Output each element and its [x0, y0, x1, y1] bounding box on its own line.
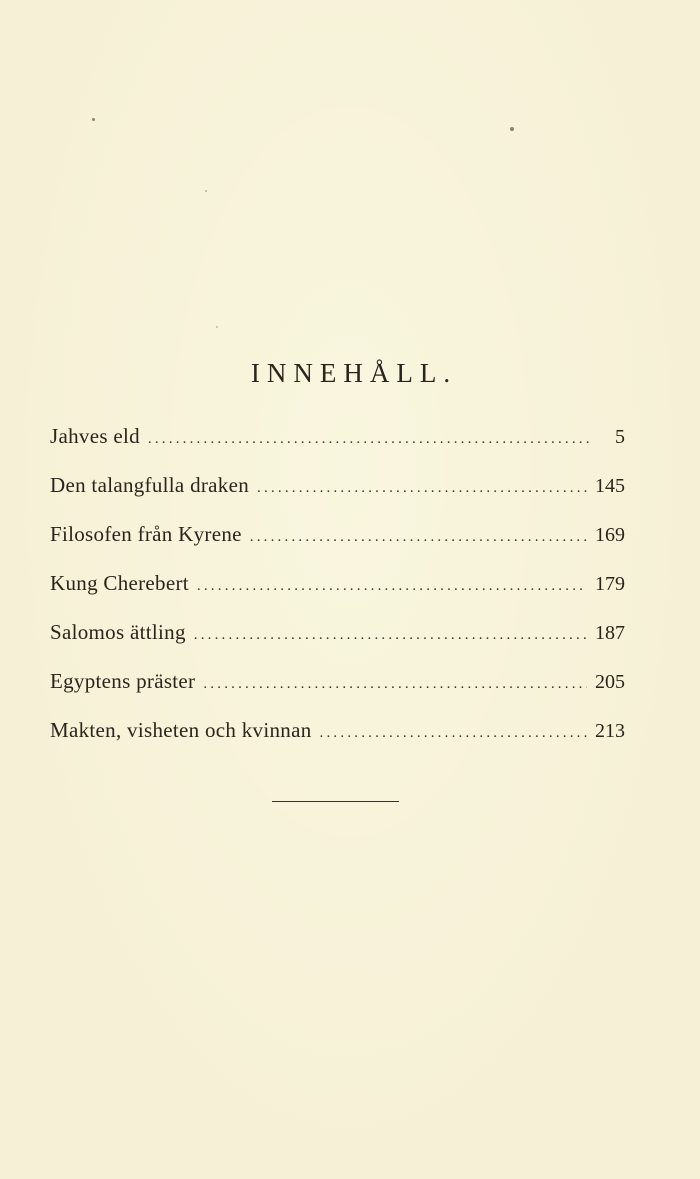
toc-entry-page: 145 [595, 475, 625, 497]
toc-entry-page: 5 [615, 426, 625, 448]
closing-rule [272, 801, 399, 802]
toc-entry-title: Den talangfulla draken [50, 473, 250, 497]
toc-entry-title: Makten, visheten och kvinnan [50, 718, 312, 742]
toc-entry-page: 169 [595, 524, 625, 546]
toc-entry [50, 669, 625, 718]
paper-speck [205, 190, 207, 192]
toc-entry [50, 424, 625, 473]
toc-entry [50, 571, 625, 620]
toc-entry-title: Salomos ättling [50, 620, 186, 644]
toc-leader-dots [197, 578, 587, 595]
paper-speck [510, 127, 514, 131]
toc-entry-page: 187 [595, 622, 625, 644]
toc-entry [50, 620, 625, 669]
paper-speck [92, 118, 95, 121]
toc-entry-title: Kung Cherebert [50, 571, 189, 595]
toc-leader-dots [250, 529, 587, 546]
toc-entry-page: 205 [595, 671, 625, 693]
toc-entry-page: 213 [595, 720, 625, 742]
toc-entry [50, 473, 625, 522]
paper-speck [216, 326, 218, 328]
toc-leader-dots [194, 627, 587, 644]
page-title: INNEHÅLL. [250, 358, 458, 388]
toc-leader-dots [257, 480, 587, 497]
toc-entry [50, 522, 625, 571]
table-of-contents [50, 424, 625, 767]
toc-entry-page: 179 [595, 573, 625, 595]
toc-entry-title: Egyptens präster [50, 669, 196, 693]
toc-leader-dots [320, 725, 587, 742]
toc-leader-dots [203, 676, 587, 693]
toc-entry-title: Jahves eld [50, 424, 140, 448]
toc-entry-title: Filosofen från Kyrene [50, 522, 242, 546]
toc-leader-dots [148, 431, 589, 448]
toc-entry [50, 718, 625, 767]
